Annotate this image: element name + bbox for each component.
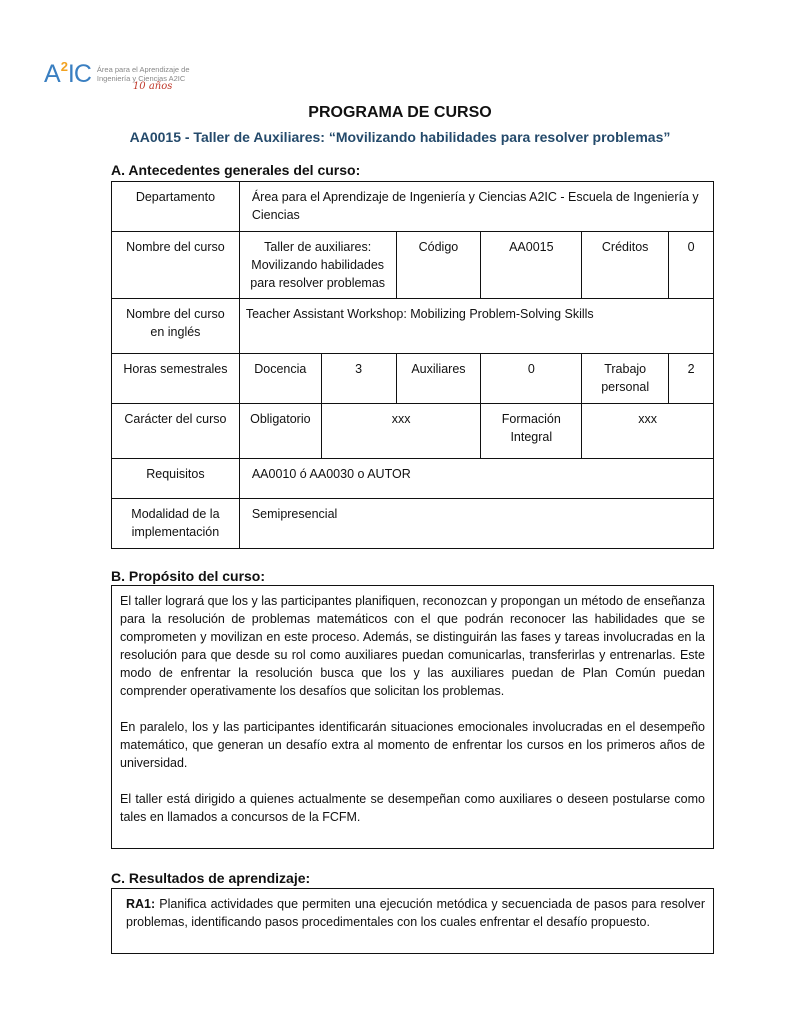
value-auxiliares: 0 (481, 354, 582, 404)
label-nombre-ingles: Nombre del curso en inglés (112, 299, 240, 354)
page-title: PROGRAMA DE CURSO (308, 104, 492, 121)
logo-mark-sup: 2 (60, 59, 67, 74)
section-b-heading: B. Propósito del curso: (111, 568, 266, 584)
logo-text (96, 64, 190, 92)
label-trabajo-personal: Trabajo personal (582, 354, 669, 404)
label-creditos: Créditos (582, 232, 669, 299)
purpose-paragraph: El taller está dirigido a quienes actualmente se desempeñan como auxiliares o deseen postularse como tales en llamados a concursos de la FCFM. (120, 792, 705, 824)
purpose-box (111, 585, 714, 849)
purpose-paragraph: El taller logrará que los y las participantes planifiquen, reconozcan y propongan un método de enseñanza para la resolución de problemas matemáticos con el que podrán reconocer las habilidades que se comprometen y movilizan en este proceso. Además, se distinguirán las fases y tareas involucradas en la resolución para que desde su rol como auxiliares puedan comunicarlas, transferirlas y entrenarlas. Este modo de enfrentar la resolución busca que los y las auxiliares puedan de Plan Común puedan comprender operativamente los desafíos que solicitan los problemas. (120, 594, 705, 698)
label-auxiliares: Auxiliares (396, 354, 481, 404)
value-trabajo-personal: 2 (669, 354, 714, 404)
value-formacion-integral: xxx (582, 404, 714, 459)
purpose-paragraph: En paralelo, los y las participantes identificarán situaciones emocionales involucradas en el desempeño matemático, que generan un desafío extra al momento de enfrentar los cursos en los primeros años de universidad. (120, 720, 705, 770)
label-caracter: Carácter del curso (112, 404, 240, 459)
value-nombre-curso: Taller de auxiliares: Movilizando habilidades para resolver problemas (239, 232, 396, 299)
section-c-heading: C. Resultados de aprendizaje: (111, 870, 311, 886)
row-horas (112, 354, 714, 404)
row-caracter (112, 404, 714, 459)
logo-line-1: Área para el Aprendizaje de (96, 64, 190, 74)
label-modalidad: Modalidad de la implementación (112, 499, 240, 549)
value-docencia: 3 (321, 354, 396, 404)
label-codigo: Código (396, 232, 481, 299)
value-modalidad: Semipresencial (239, 499, 713, 549)
row-nombre (112, 232, 714, 299)
row-modalidad (112, 499, 714, 549)
logo-mark-a: A (44, 60, 60, 88)
section-a-heading: A. Antecedentes generales del curso: (111, 162, 361, 178)
row-departamento (112, 182, 714, 232)
learning-results-box (111, 888, 714, 954)
ra1-label: RA1: (126, 897, 156, 911)
row-nombre-ingles (112, 299, 714, 354)
label-nombre-curso: Nombre del curso (112, 232, 240, 299)
course-subtitle: AA0015 - Taller de Auxiliares: “Movilizando habilidades para resolver problemas” (129, 129, 671, 145)
value-departamento: Área para el Aprendizaje de Ingeniería y Ciencias A2IC - Escuela de Ingeniería y Ciencias (239, 182, 713, 232)
label-formacion-integral: Formación Integral (481, 404, 582, 459)
value-creditos: 0 (669, 232, 714, 299)
logo-line-2: Ingeniería y Ciencias A2IC (96, 73, 186, 83)
a2ic-logo (44, 59, 190, 92)
logo-mark-ic: IC (67, 60, 91, 88)
logo-mark (44, 60, 91, 87)
label-docencia: Docencia (239, 354, 321, 404)
label-obligatorio: Obligatorio (239, 404, 321, 459)
value-requisitos: AA0010 ó AA0030 o AUTOR (239, 459, 713, 499)
label-requisitos: Requisitos (112, 459, 240, 499)
row-requisitos (112, 459, 714, 499)
ra1-text: Planifica actividades que permiten una ejecución metódica y secuenciada de pasos para resolver problemas, identificando pasos procedimentales con los cuales enfrentar el desafío propuesto. (126, 897, 705, 929)
value-codigo: AA0015 (481, 232, 582, 299)
logo-anniversary: 10 años (132, 80, 173, 92)
label-horas: Horas semestrales (112, 354, 240, 404)
value-obligatorio: xxx (321, 404, 481, 459)
learning-result-ra1 (126, 895, 705, 931)
value-nombre-ingles: Teacher Assistant Workshop: Mobilizing Problem-Solving Skills (239, 299, 713, 354)
label-departamento: Departamento (112, 182, 240, 232)
general-info-table (111, 181, 714, 549)
